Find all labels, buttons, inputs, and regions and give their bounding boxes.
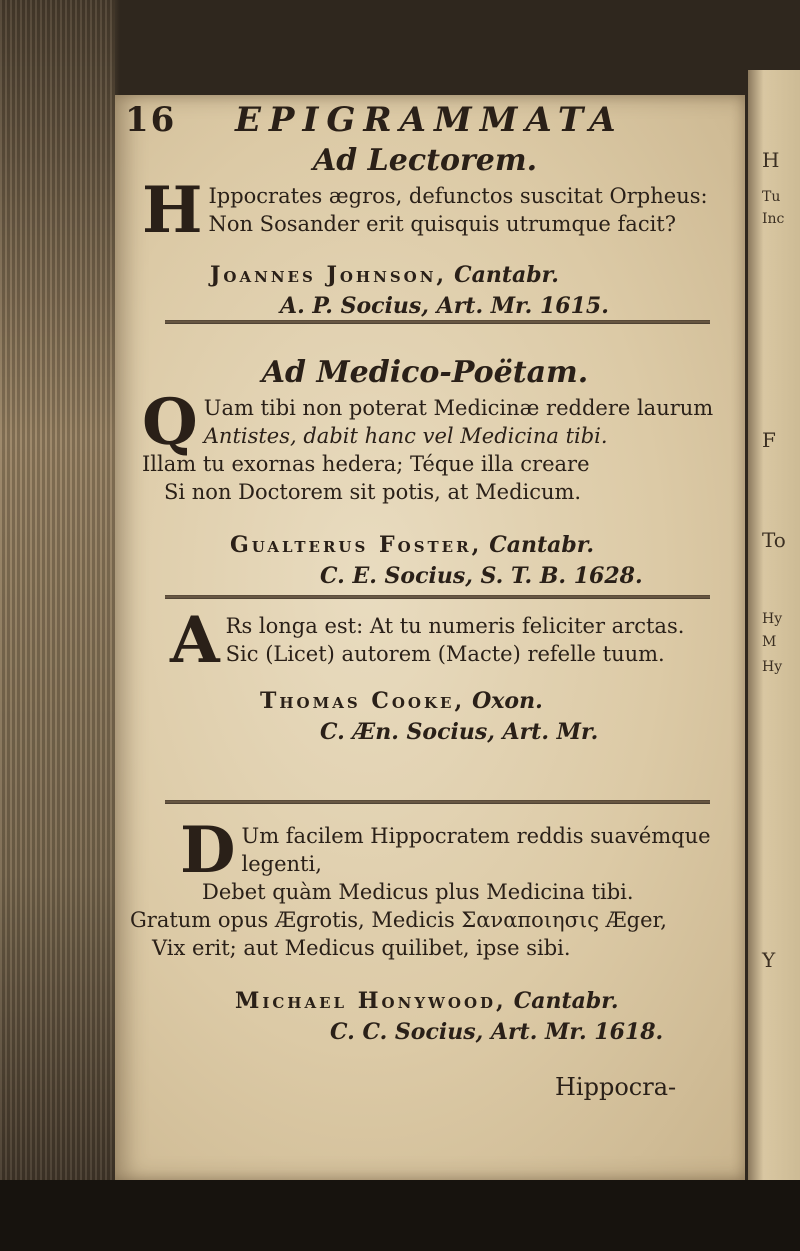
verse-line: legenti,	[241, 852, 322, 876]
signature-name: Gualterus Foster,	[230, 532, 483, 558]
verse-line: Gratum opus Ægrotis, Medicis Σαναποιησις Æger,	[130, 908, 667, 932]
signature-degree: A. P. Socius, Art. Mr. 1615.	[280, 293, 609, 319]
facing-fragment: Inc	[762, 211, 785, 227]
verse-line: Si non Doctorem sit potis, at Medicum.	[164, 480, 582, 504]
signature	[130, 686, 720, 747]
facing-fragment: Y	[762, 948, 776, 972]
facing-fragment: F	[762, 428, 776, 452]
verse-line: Sic (Licet) autorem (Macte) refelle tuum.	[225, 642, 665, 666]
signature-name: Michael Honywood,	[235, 988, 507, 1014]
verse-line: Debet quàm Medicus plus Medicina tibi.	[202, 880, 634, 904]
epigram-verse	[130, 173, 720, 248]
drop-cap: A	[170, 603, 220, 678]
epigram-heading: Ad Lectorem.	[312, 143, 538, 178]
facing-fragment: Hy	[762, 659, 783, 675]
drop-cap: D	[180, 813, 236, 888]
page-header	[125, 100, 725, 140]
facing-fragment: M	[762, 634, 777, 650]
drop-cap: H	[142, 173, 203, 248]
verse-line: Ippocrates ægros, defunctos suscitat Orpheus:	[208, 184, 708, 208]
signature	[130, 530, 720, 591]
facing-fragment: Tu	[762, 189, 781, 205]
epigram-verse	[130, 603, 720, 678]
epigram	[130, 813, 720, 1047]
signature-college: Oxon.	[472, 688, 543, 714]
verse-line: Illam tu exornas hedera; Téque illa creare	[142, 452, 590, 476]
verse-line: Um facilem Hippocratem reddis suavémque	[241, 824, 711, 848]
running-title: EPIGRAMMATA	[235, 100, 624, 140]
epigram	[130, 355, 720, 591]
facing-fragment: Hy	[762, 611, 783, 627]
left-page-edges	[0, 0, 115, 1251]
verse-line: Antistes, dabit hanc vel Medicina tibi.	[203, 424, 608, 448]
verse-line: Rs longa est: At tu numeris feliciter arctas.	[225, 614, 685, 638]
facing-fragment: To	[762, 528, 786, 552]
epigram	[130, 603, 720, 747]
section-rule	[165, 595, 710, 599]
facing-fragment: H	[762, 148, 780, 172]
epigram	[130, 143, 720, 321]
section-rule	[165, 800, 710, 804]
signature-degree: C. E. Socius, S. T. B. 1628.	[320, 563, 643, 589]
verse-line: Vix erit; aut Medicus quilibet, ipse sibi.	[152, 936, 571, 960]
signature-degree: C. Æn. Socius, Art. Mr.	[320, 719, 599, 745]
signature-college: Cantabr.	[454, 262, 559, 288]
signature-college: Cantabr.	[513, 988, 619, 1014]
signature	[130, 986, 720, 1047]
epigram-heading: Ad Medico-Poëtam.	[261, 355, 589, 390]
epigram-verse	[130, 813, 720, 906]
page-number: 16	[125, 100, 177, 140]
signature-name: Thomas Cooke,	[260, 688, 466, 714]
signature-college: Cantabr.	[489, 532, 595, 558]
signature-name: Joannes Johnson,	[210, 262, 448, 288]
book-bottom-shadow	[0, 1180, 800, 1251]
verse-line: Non Sosander erit quisquis utrumque facit?	[208, 212, 676, 236]
signature-degree: C. C. Socius, Art. Mr. 1618.	[330, 1019, 664, 1045]
verse-line: Uam tibi non poterat Medicinæ reddere laurum	[203, 396, 714, 420]
catchword: Hippocra-	[555, 1073, 677, 1101]
drop-cap: Q	[142, 385, 198, 460]
signature	[130, 260, 720, 321]
epigram-verse	[130, 385, 720, 506]
section-rule	[165, 320, 710, 324]
